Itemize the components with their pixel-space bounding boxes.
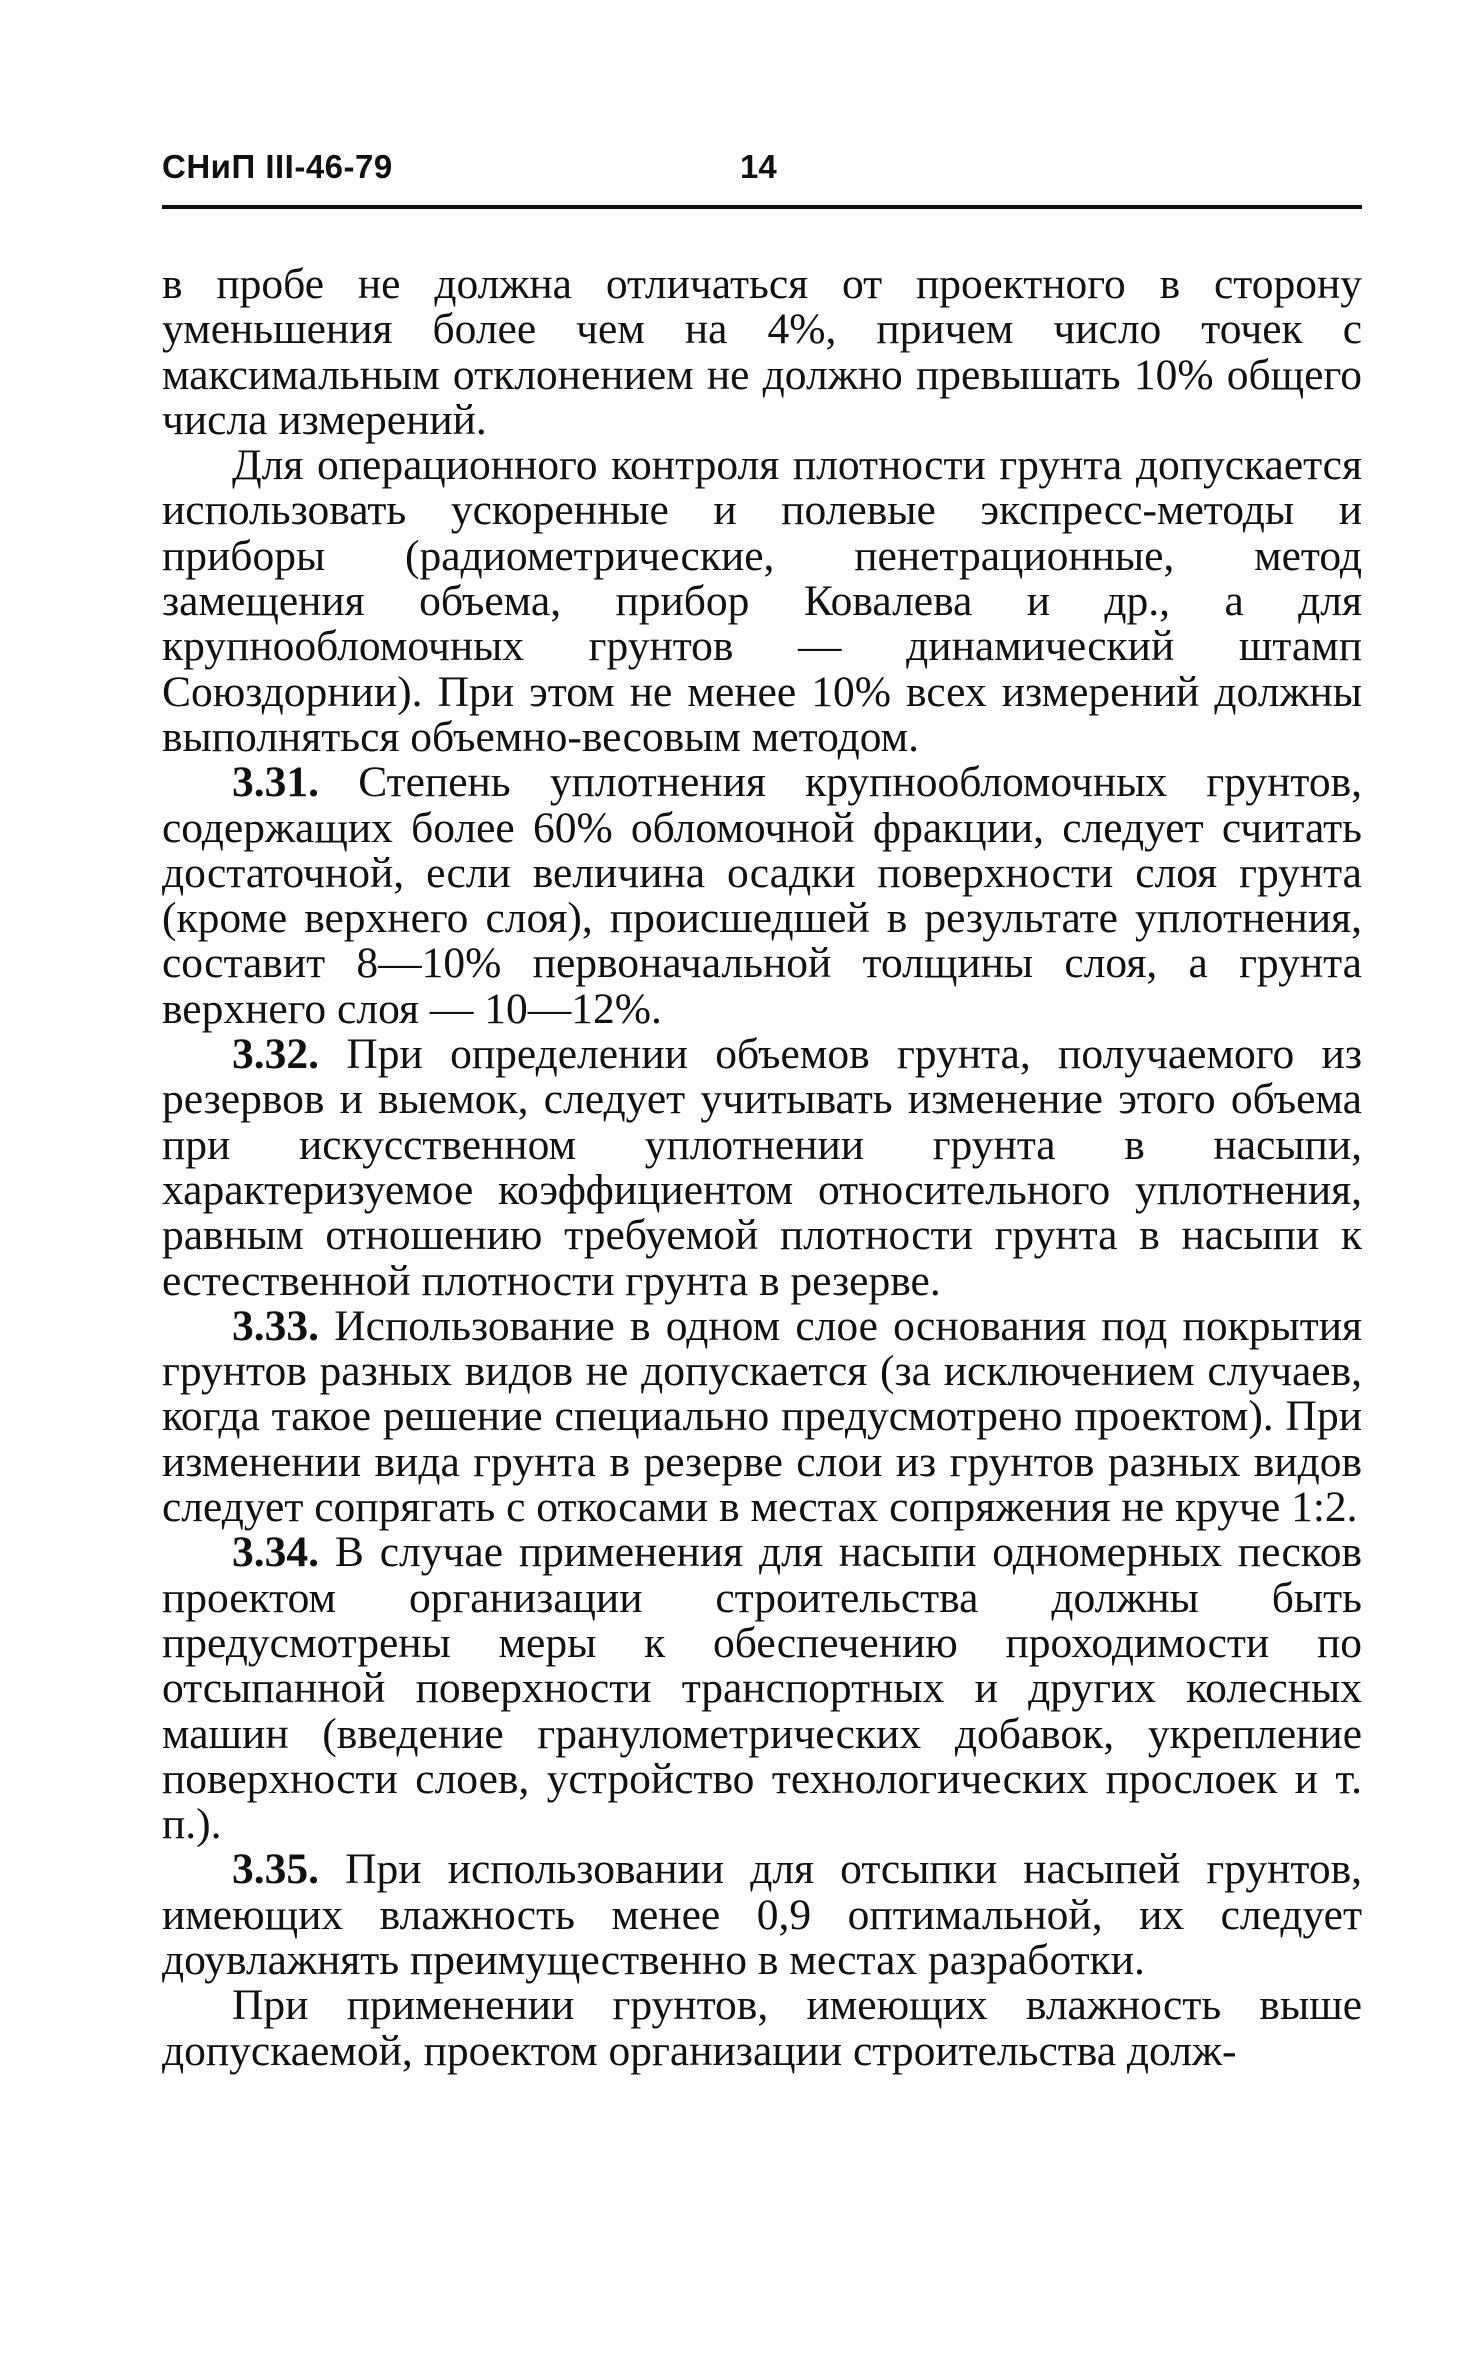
paragraph-text: При использовании для отсыпки насыпей грунтов, имеющих влажность менее 0,9 оптимальной, их следует доувлажнять преимущественно в местах разработки. <box>162 1845 1362 1984</box>
clause-number: 3.33. <box>232 1301 319 1350</box>
page-number: 14 <box>740 148 777 185</box>
paragraph-text: При определении объемов грунта, получаемого из резервов и выемок, следует учитывать изменение этого объема при искусственном уплотнении грунта в насыпи, характеризуемое коэффициентом относительного уплотнения, равным отношению требуемой плотности грунта в насыпи к естественной плотности грунта в резерве. <box>162 1030 1363 1305</box>
paragraph-operational-control <box>162 443 1362 760</box>
page-header <box>162 148 1362 198</box>
paragraph-text: Степень уплотнения крупнообломочных грунтов, содержащих более 60% обломочной фракции, следует считать достаточной, если величина осадки поверхности слоя грунта (кроме верхнего слоя), происшедшей в результате уплотнения, составит 8—10% первоначальной толщины слоя, а грунта верхнего слоя — 10—12%. <box>162 758 1362 1033</box>
clause-3-34 <box>162 1530 1362 1847</box>
clause-3-32 <box>162 1032 1362 1304</box>
clause-3-35 <box>162 1847 1362 1983</box>
paragraph-wet-soils <box>162 1983 1362 2074</box>
document-code: СНиП III-46-79 <box>162 148 393 185</box>
page-body <box>162 262 1362 2074</box>
paragraph-text: При применении грунтов, имеющих влажность выше допускаемой, проектом организации строительства долж- <box>162 1981 1362 2075</box>
header-rule <box>162 205 1362 209</box>
clause-number: 3.34. <box>232 1528 319 1577</box>
paragraph-text: В случае применения для насыпи одномерных песков проектом организации строительства должны быть предусмотрены меры к обеспечению проходимости по отсыпанной поверхности транспортных и других колесных машин (введение гранулометрических добавок, укрепление поверхности слоев, устройство технологических прослоек и т. п.). <box>162 1528 1363 1849</box>
clause-number: 3.32. <box>232 1030 319 1079</box>
clause-3-31 <box>162 760 1362 1032</box>
clause-number: 3.31. <box>232 758 319 807</box>
paragraph-text: в пробе не должна отличаться от проектного в сторону уменьшения более чем на 4%, причем число точек с максимальным отклонением не должно превышать 10% общего числа измерений. <box>162 260 1362 444</box>
clause-3-33 <box>162 1301 1362 1532</box>
paragraph-continuation <box>162 262 1362 443</box>
paragraph-text: Для операционного контроля плотности грунта допускается использовать ускоренные и полевые экспресс-методы и приборы (радиометрические, пенетрационные, метод замещения объема, прибор Ковалева и др., а для крупнообломочных грунтов — динамический штамп Союздорнии). При этом не менее 10% всех измерений должны выполняться объемно-весовым методом. <box>162 441 1362 761</box>
paragraph-text: Использование в одном слое основания под покрытия грунтов разных видов не допускается (за исключением случаев, когда такое решение специально предусмотрено проектом). При изменении вида грунта в резерве слои из грунтов разных видов следует сопрягать с откосами в местах сопряжения не круче 1:2. <box>162 1301 1362 1532</box>
clause-number: 3.35. <box>232 1845 319 1894</box>
